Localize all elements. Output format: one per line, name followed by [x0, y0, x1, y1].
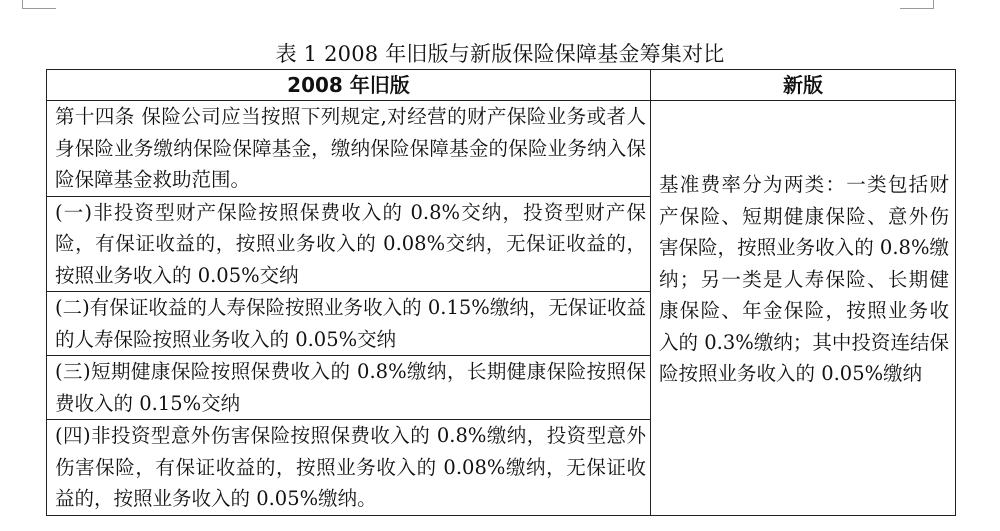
- table-header-row: [47, 70, 956, 101]
- crop-mark-top-right: [900, 0, 934, 9]
- old-clause-item-2: (二)有保证收益的人寿保险按照业务收入的 0.15%缴纳，无保证收益的人寿保险按照业务收入的 0.05%交纳: [47, 292, 651, 356]
- old-clause-item-3: (三)短期健康保险按照保费收入的 0.8%缴纳，长期健康保险按照保费收入的 0.15%交纳: [47, 356, 651, 420]
- header-new-version: 新版: [651, 70, 956, 101]
- new-version-rule: 基准费率分为两类：一类包括财产保险、短期健康保险、意外伤害保险，按照业务收入的 0.8%缴纳；另一类是人寿保险、长期健康保险、年金保险，按照业务收入的 0.3%缴纳；其中投资连结保险按照业务收入的 0.05%缴纳: [651, 101, 956, 516]
- old-clause-article-14: 第十四条 保险公司应当按照下列规定,对经营的财产保险业务或者人身保险业务缴纳保险保障基金，缴纳保险保障基金的保险业务纳入保险保障基金救助范围。: [47, 101, 651, 197]
- crop-mark-top-left: [22, 0, 56, 9]
- table-row: [47, 101, 956, 197]
- old-clause-item-4: (四)非投资型意外伤害保险按照保费收入的 0.8%缴纳，投资型意外伤害保险，有保证收益的，按照业务收入的 0.08%缴纳，无保证收益的，按照业务收入的 0.05%缴纳。: [47, 420, 651, 516]
- comparison-table: [46, 69, 956, 516]
- header-old-version: 2008 年旧版: [47, 70, 651, 101]
- old-clause-item-1: (一)非投资型财产保险按照保费收入的 0.8%交纳，投资型财产保险，有保证收益的，按照业务收入的 0.08%交纳，无保证收益的，按照业务收入的 0.05%交纳: [47, 196, 651, 292]
- table-caption: 表 1 2008 年旧版与新版保险保障基金筹集对比: [275, 42, 725, 66]
